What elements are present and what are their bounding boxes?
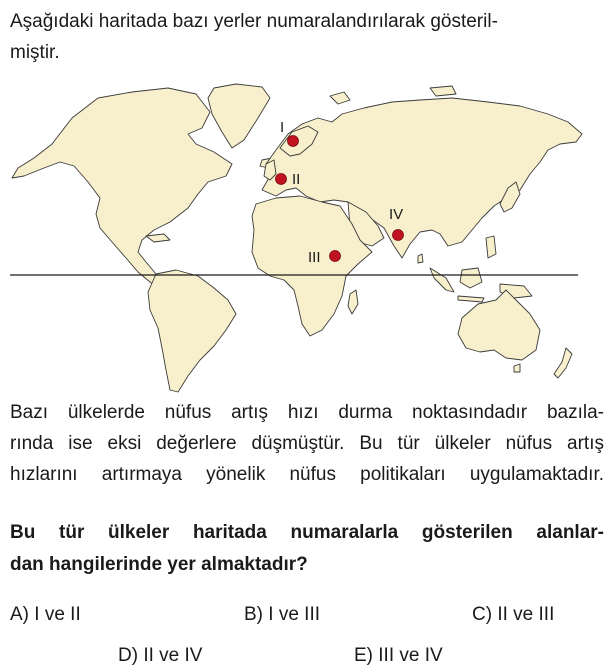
arctic-island-shape-2 bbox=[430, 86, 456, 96]
marker-label-II: II bbox=[292, 171, 301, 188]
new-zealand-shape bbox=[554, 348, 572, 378]
question-text bbox=[10, 517, 604, 581]
option-e[interactable]: E) III ve IV bbox=[354, 645, 443, 666]
north-america-shape bbox=[12, 88, 232, 290]
continents bbox=[12, 84, 582, 392]
world-map bbox=[0, 78, 610, 396]
intro-line-1: Aşağıdaki haritada bazı yerler numaralandırılarak gösteril- bbox=[10, 11, 498, 32]
java-shape bbox=[458, 296, 484, 302]
paragraph-line-1: Bazı ülkelerde nüfus artış hızı durma noktasındadır bazıla- bbox=[10, 402, 604, 423]
marker-label-I: I bbox=[280, 119, 285, 136]
option-a[interactable]: A) I ve II bbox=[10, 604, 81, 625]
paragraph-line-3: hızlarını artırmaya yönelik nüfus politikaları uygulamaktadır. bbox=[10, 464, 604, 485]
marker-label-IV: IV bbox=[389, 206, 404, 223]
option-c[interactable]: C) II ve III bbox=[472, 604, 555, 625]
option-b[interactable]: B) I ve III bbox=[244, 604, 321, 625]
greenland-shape bbox=[208, 84, 270, 148]
intro-text bbox=[10, 6, 602, 68]
marker-label-III: III bbox=[308, 249, 321, 266]
sri-lanka-shape bbox=[418, 254, 423, 263]
paragraph-line-2: rında ise eksi değerlere düşmüştür. Bu tür ülkeler nüfus artış bbox=[10, 433, 604, 454]
madagascar-shape bbox=[348, 290, 358, 314]
question-line-1: Bu tür ülkeler haritada numaralarla gösterilen alanlar- bbox=[10, 522, 604, 543]
south-america-shape bbox=[148, 270, 236, 392]
context-paragraph bbox=[10, 397, 604, 490]
sumatra-shape bbox=[430, 268, 454, 292]
cuba-shape bbox=[146, 234, 170, 242]
arctic-island-shape bbox=[330, 92, 350, 104]
philippines-shape bbox=[486, 236, 496, 258]
question-line-2: dan hangilerinde yer almaktadır? bbox=[10, 554, 308, 575]
intro-line-2: miştir. bbox=[10, 42, 60, 63]
borneo-shape bbox=[460, 268, 482, 288]
tasmania-shape bbox=[514, 364, 520, 372]
world-map-svg bbox=[0, 78, 610, 396]
option-d[interactable]: D) II ve IV bbox=[118, 645, 203, 666]
